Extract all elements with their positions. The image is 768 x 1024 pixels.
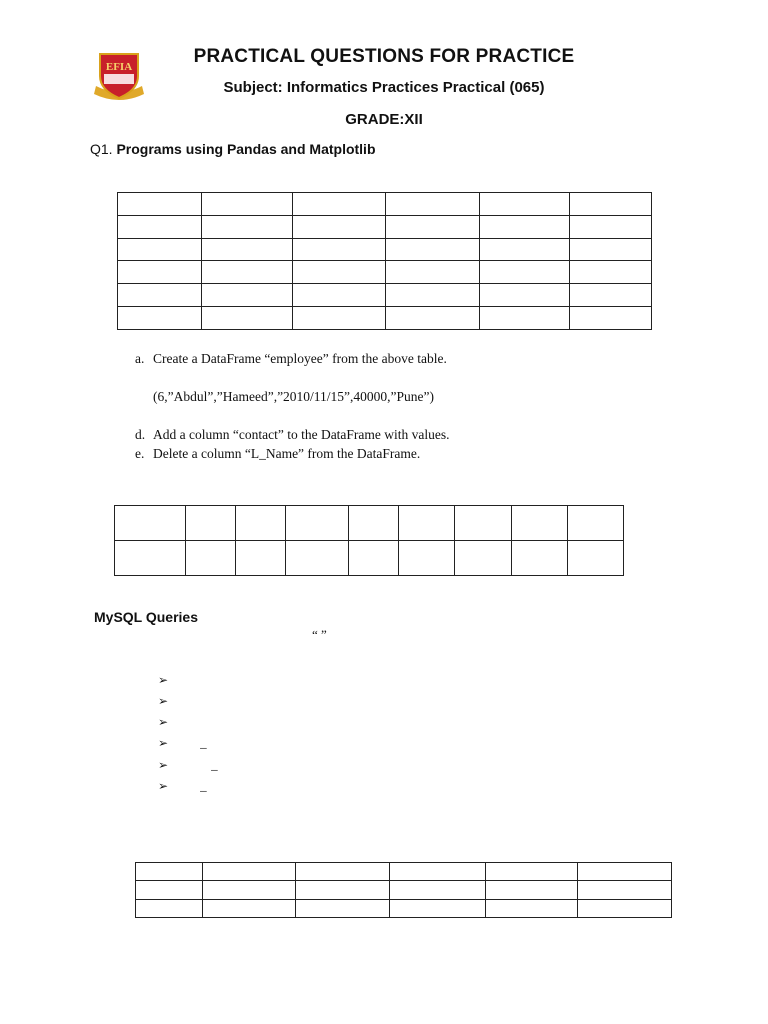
- arrow-bullet-icon: ➢: [158, 758, 169, 772]
- table-cell: [286, 541, 349, 576]
- table-cell: [293, 193, 386, 216]
- table-row: [118, 261, 652, 284]
- arrow-bullet-icon: ➢: [158, 715, 169, 729]
- mysql-heading: MySQL Queries: [94, 609, 199, 625]
- table-cell: [186, 506, 236, 541]
- table-cell: [118, 215, 202, 238]
- table-cell: [136, 899, 203, 917]
- table-cell: [480, 193, 570, 216]
- table-cell: [512, 541, 568, 576]
- item-text: Add a column “contact” to the DataFrame with values.: [153, 427, 450, 442]
- table-cell: [570, 215, 652, 238]
- item-sample-row: [153, 389, 434, 405]
- question-number: Q1.: [90, 141, 113, 157]
- table-row: [115, 506, 624, 541]
- table-cell: [296, 899, 390, 917]
- table-cell: [186, 541, 236, 576]
- table-cell: [455, 506, 512, 541]
- table-cell: [386, 284, 480, 307]
- table-cell: [570, 284, 652, 307]
- table-cell: [486, 899, 578, 917]
- table-cell: [118, 193, 202, 216]
- table-cell: [570, 261, 652, 284]
- question-1-heading: [90, 141, 376, 157]
- item-d: [135, 427, 450, 443]
- table-cell: [349, 506, 399, 541]
- bullet-item: [158, 673, 168, 687]
- item-label: e.: [135, 446, 145, 461]
- item-label: d.: [135, 427, 146, 442]
- table-cell: [118, 238, 202, 261]
- table-cell: [390, 881, 486, 899]
- table-row: [118, 193, 652, 216]
- bullet-text: _: [200, 778, 207, 793]
- table-row: [118, 307, 652, 330]
- item-e: [135, 446, 420, 462]
- mysql-table: [135, 862, 672, 918]
- table-row: [118, 238, 652, 261]
- table-row: [115, 541, 624, 576]
- table-cell: [386, 307, 480, 330]
- table-cell: [296, 881, 390, 899]
- table-cell: [202, 215, 293, 238]
- table-cell: [399, 541, 455, 576]
- item-a: [135, 351, 447, 367]
- table-cell: [578, 881, 672, 899]
- arrow-bullet-icon: ➢: [158, 694, 169, 708]
- table-cell: [349, 541, 399, 576]
- table-cell: [578, 899, 672, 917]
- table-cell: [203, 863, 296, 881]
- bullet-text: _: [211, 757, 218, 772]
- table-cell: [480, 307, 570, 330]
- table-cell: [386, 238, 480, 261]
- table-cell: [390, 899, 486, 917]
- item-text: (6,”Abdul”,”Hameed”,”2010/11/15”,40000,”Pune”): [153, 389, 435, 404]
- table-cell: [202, 193, 293, 216]
- table-cell: [236, 506, 286, 541]
- bullet-item: [158, 735, 207, 751]
- table-cell: [136, 881, 203, 899]
- bullet-item: [158, 778, 207, 794]
- table-cell: [455, 541, 512, 576]
- table-cell: [293, 261, 386, 284]
- table-cell: [296, 863, 390, 881]
- question-title: Programs using Pandas and Matplotlib: [116, 141, 376, 157]
- employee-table: [117, 192, 652, 330]
- table-cell: [115, 506, 186, 541]
- quoted-blank: “ ”: [312, 627, 327, 642]
- item-label: a.: [135, 351, 145, 366]
- table-cell: [236, 541, 286, 576]
- bullet-text: _: [200, 735, 207, 750]
- arrow-bullet-icon: ➢: [158, 779, 169, 793]
- table-cell: [390, 863, 486, 881]
- bullet-item: [158, 757, 218, 773]
- table-cell: [486, 863, 578, 881]
- table-cell: [570, 307, 652, 330]
- table-cell: [386, 193, 480, 216]
- arrow-bullet-icon: ➢: [158, 673, 169, 687]
- table-cell: [399, 506, 455, 541]
- item-text: Delete a column “L_Name” from the DataFrame.: [153, 446, 421, 461]
- table-cell: [118, 284, 202, 307]
- table-row: [136, 881, 672, 899]
- table-cell: [293, 215, 386, 238]
- table-cell: [570, 238, 652, 261]
- table-cell: [118, 307, 202, 330]
- table-cell: [203, 881, 296, 899]
- series-table: [114, 505, 624, 576]
- table-cell: [136, 863, 203, 881]
- page-title: PRACTICAL QUESTIONS FOR PRACTICE: [193, 46, 575, 67]
- subject-line: Subject: Informatics Practices Practical (065): [223, 79, 545, 96]
- table-cell: [486, 881, 578, 899]
- table-cell: [202, 307, 293, 330]
- table-cell: [480, 238, 570, 261]
- arrow-bullet-icon: ➢: [158, 736, 169, 750]
- table-cell: [115, 541, 186, 576]
- grade-line: GRADE:XII: [345, 111, 423, 128]
- table-cell: [386, 215, 480, 238]
- table-cell: [480, 261, 570, 284]
- table-cell: [568, 541, 624, 576]
- table-row: [118, 284, 652, 307]
- table-cell: [202, 238, 293, 261]
- table-cell: [293, 307, 386, 330]
- table-cell: [286, 506, 349, 541]
- table-cell: [293, 238, 386, 261]
- table-cell: [568, 506, 624, 541]
- table-cell: [480, 284, 570, 307]
- table-row: [136, 899, 672, 917]
- table-cell: [202, 284, 293, 307]
- table-cell: [202, 261, 293, 284]
- table-cell: [118, 261, 202, 284]
- table-row: [136, 863, 672, 881]
- table-cell: [570, 193, 652, 216]
- bullet-item: [158, 694, 168, 708]
- table-row: [118, 215, 652, 238]
- table-cell: [578, 863, 672, 881]
- logo-text: EFIA: [105, 61, 133, 73]
- table-cell: [512, 506, 568, 541]
- table-cell: [293, 284, 386, 307]
- table-cell: [480, 215, 570, 238]
- bullet-item: [158, 715, 168, 729]
- table-cell: [203, 899, 296, 917]
- item-text: Create a DataFrame “employee” from the above table.: [153, 351, 447, 366]
- table-cell: [386, 261, 480, 284]
